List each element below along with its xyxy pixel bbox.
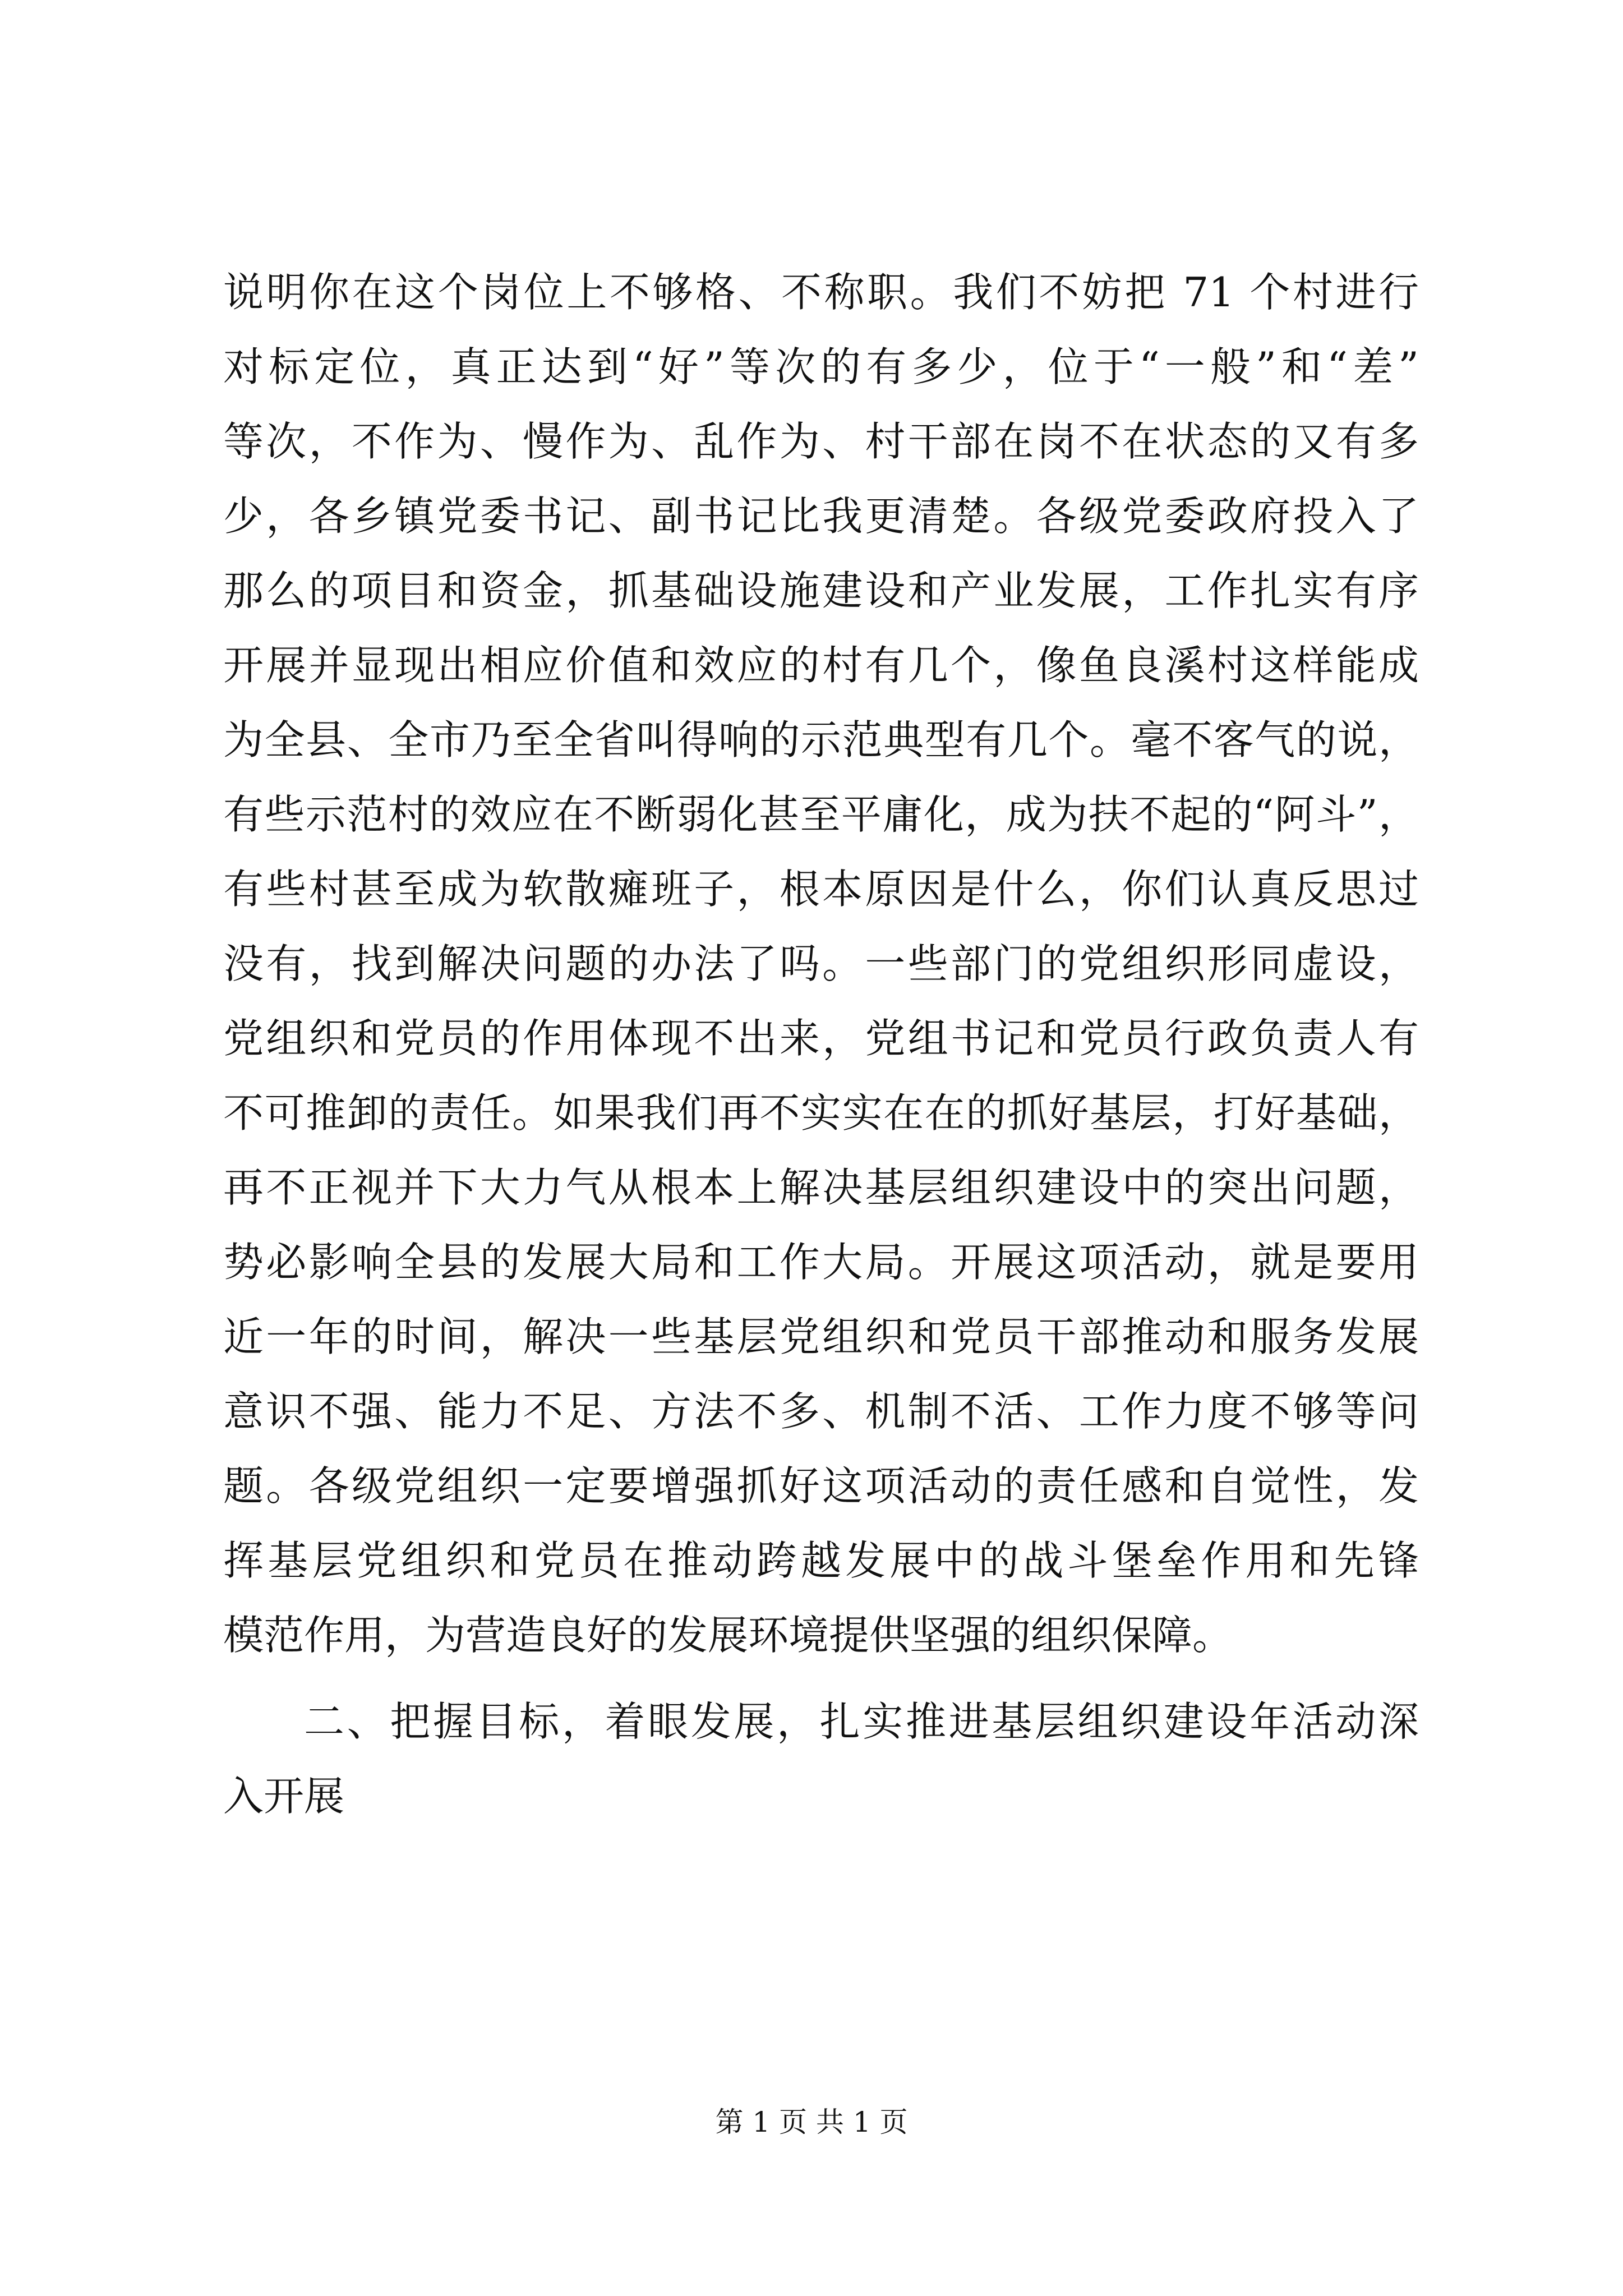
paragraph-line: 为全县、全市乃至全省叫得响的示范典型有几个。毫不客气的说， — [223, 716, 1419, 763]
paragraph-line: 不可推卸的责任。如果我们再不实实在在的抓好基层，打好基础， — [223, 1089, 1419, 1137]
paragraph-1 — [223, 255, 1419, 1673]
paragraph-line: 再不正视并下大力气从根本上解决基层组织建设中的突出问题， — [223, 1164, 1419, 1211]
paragraph-line: 势必影响全县的发展大局和工作大局。开展这项活动，就是要用 — [223, 1239, 1419, 1286]
paragraph-line: 党组织和党员的作用体现不出来，党组书记和党员行政负责人有 — [223, 1015, 1419, 1062]
paragraph-line: 模范作用，为营造良好的发展环境提供坚强的组织保障。 — [223, 1612, 1233, 1659]
paragraph-line: 意识不强、能力不足、方法不多、机制不活、工作力度不够等问 — [223, 1388, 1419, 1435]
paragraph-line: 有些村甚至成为软散瘫班子，根本原因是什么，你们认真反思过 — [223, 866, 1419, 913]
page-footer — [0, 2102, 1623, 2142]
section-heading-2 — [223, 1685, 1419, 1834]
paragraph-line: 有些示范村的效应在不断弱化甚至平庸化，成为扶不起的“阿斗”， — [223, 791, 1419, 838]
page-number: 第 1 页 共 1 页 — [715, 2106, 908, 2138]
heading-line: 二、把握目标，着眼发展，扎实推进基层组织建设年活动深 — [304, 1698, 1419, 1745]
document-body — [223, 255, 1419, 1834]
paragraph-line: 对标定位，真正达到“好”等次的有多少，位于“一般”和“差” — [223, 343, 1419, 390]
paragraph-line: 题。各级党组织一定要增强抓好这项活动的责任感和自觉性，发 — [223, 1462, 1419, 1510]
paragraph-line: 开展并显现出相应价值和效应的村有几个，像鱼良溪村这样能成 — [223, 642, 1419, 689]
paragraph-line: 挥基层党组织和党员在推动跨越发展中的战斗堡垒作用和先锋 — [223, 1537, 1419, 1584]
paragraph-line: 那么的项目和资金，抓基础设施建设和产业发展，工作扎实有序 — [223, 567, 1419, 614]
paragraph-line: 少，各乡镇党委书记、副书记比我更清楚。各级党委政府投入了 — [223, 493, 1419, 540]
paragraph-gap — [223, 1673, 1419, 1685]
paragraph-line: 等次，不作为、慢作为、乱作为、村干部在岗不在状态的又有多 — [223, 418, 1419, 465]
paragraph-line: 近一年的时间，解决一些基层党组织和党员干部推动和服务发展 — [223, 1313, 1419, 1360]
heading-line: 入开展 — [223, 1773, 345, 1820]
paragraph-line: 没有，找到解决问题的办法了吗。一些部门的党组织形同虚设， — [223, 940, 1419, 987]
paragraph-line: 说明你在这个岗位上不够格、不称职。我们不妨把 71 个村进行 — [223, 269, 1419, 316]
